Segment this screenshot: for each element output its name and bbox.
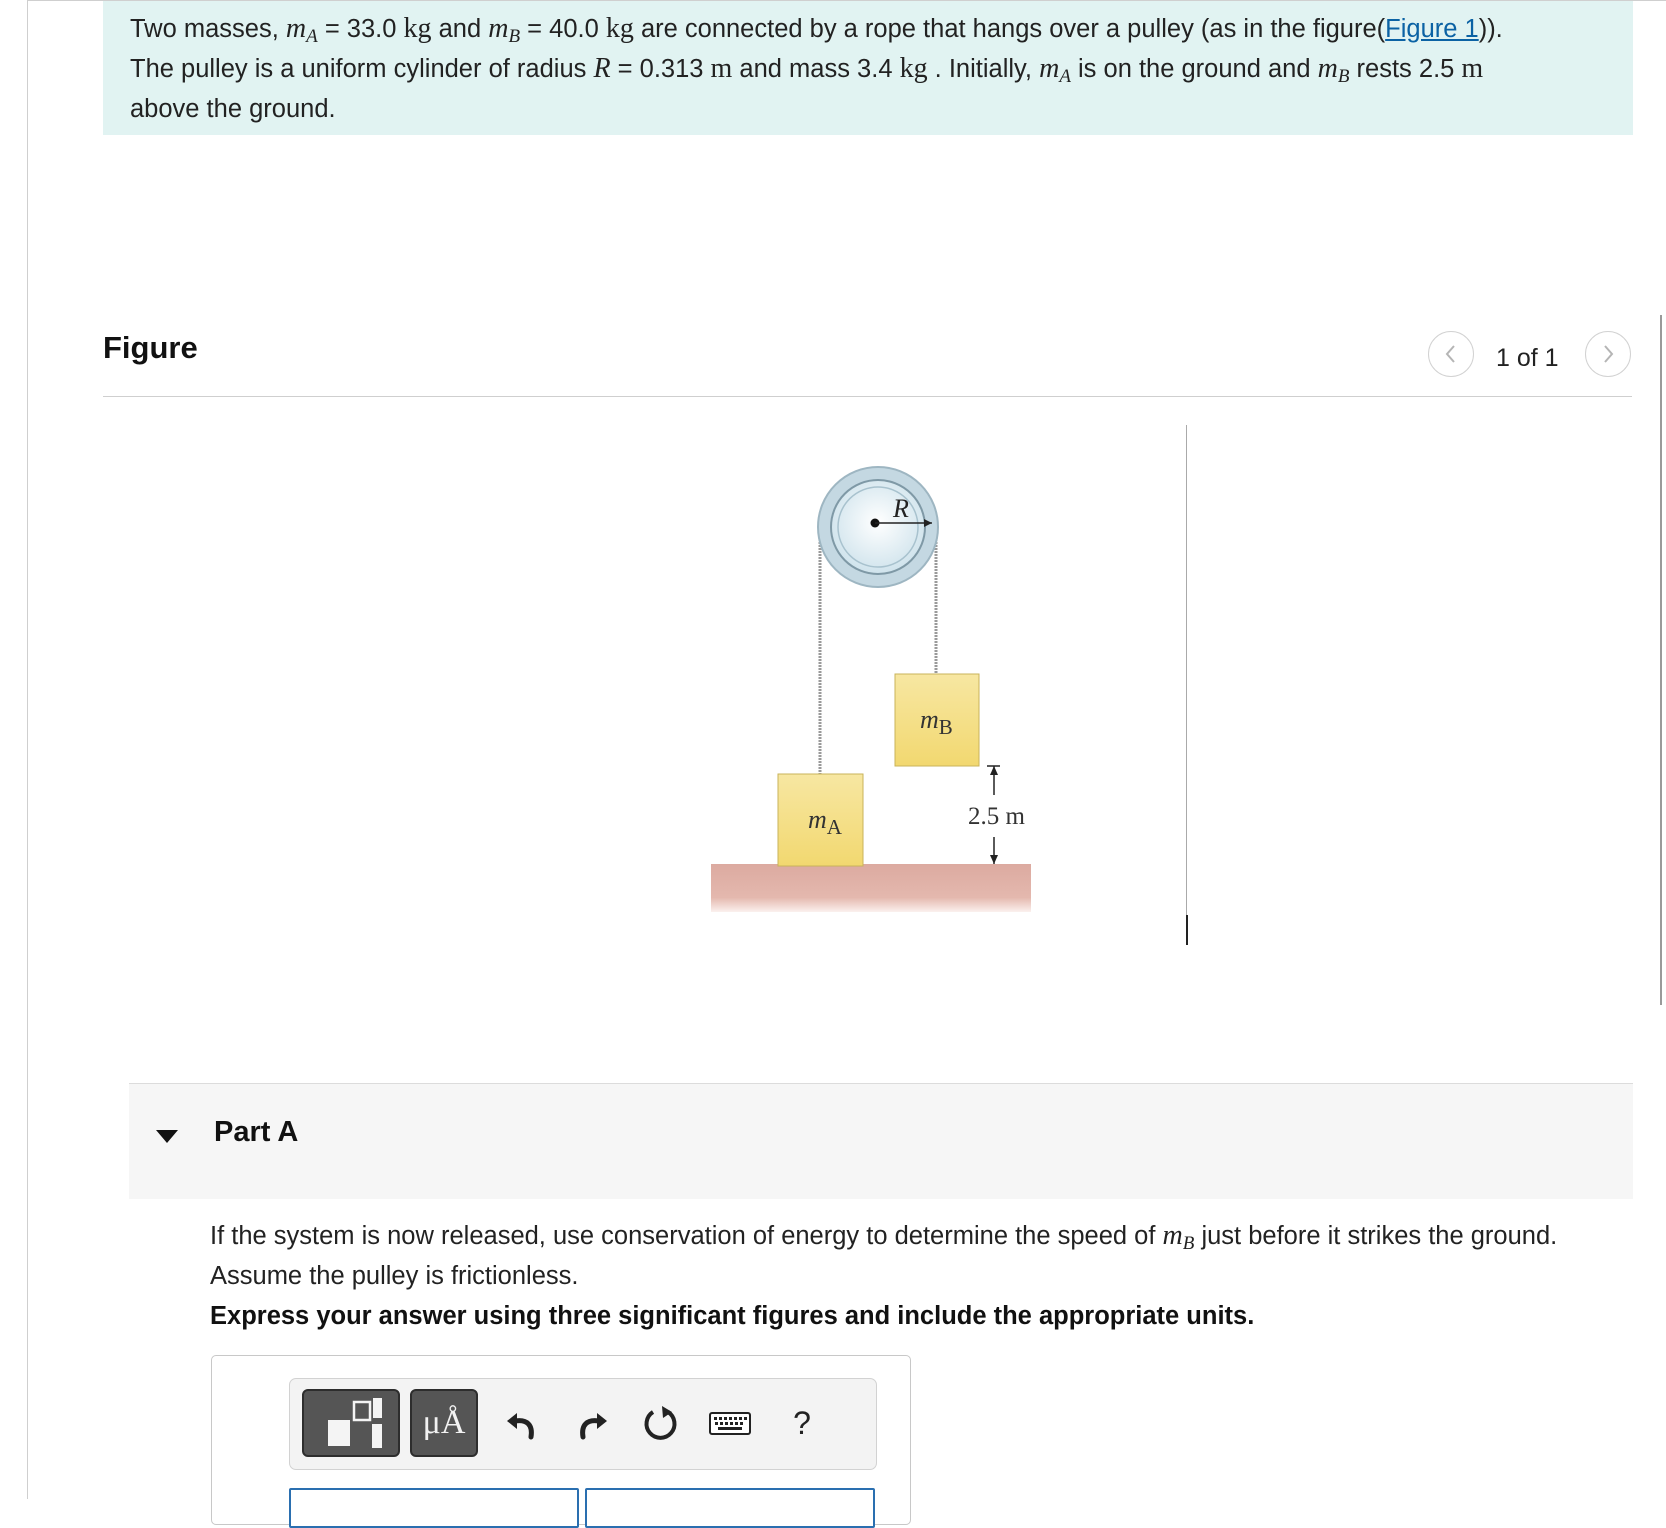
- collapse-caret-icon[interactable]: [156, 1130, 178, 1143]
- mass-b-label: $m_B$: [920, 705, 953, 739]
- answer-value-input[interactable]: [289, 1488, 579, 1528]
- figure-side-mark: [1186, 915, 1188, 945]
- answer-instruction: Express your answer using three significant figures and include the appropriate units.: [210, 1302, 1255, 1330]
- chevron-right-icon: [1599, 343, 1617, 365]
- figure-pager: 1 of 1: [1496, 344, 1559, 372]
- prev-figure-button[interactable]: [1428, 331, 1474, 377]
- scrollbar[interactable]: [1660, 315, 1662, 1005]
- chevron-left-icon: [1442, 343, 1460, 365]
- keyboard-button[interactable]: [705, 1399, 755, 1447]
- templates-icon: [320, 1396, 382, 1450]
- help-button[interactable]: ?: [793, 1404, 811, 1441]
- keyboard-icon: [708, 1409, 752, 1437]
- undo-button[interactable]: [502, 1399, 542, 1447]
- figure-title: Figure: [103, 330, 198, 365]
- undo-icon: [505, 1405, 539, 1441]
- question-text: If the system is now released, use conservation of energy to determine the speed of $m_B$ just before it strikes the ground. Assume the pulley is frictionless.: [210, 1220, 1558, 1290]
- templates-button[interactable]: [302, 1389, 400, 1457]
- radius-label: R: [893, 494, 909, 523]
- pulley-diagram: [700, 455, 1040, 915]
- part-a-title: Part A: [214, 1116, 299, 1148]
- problem-statement: [103, 1, 1633, 135]
- figure-side-divider: [1186, 425, 1187, 943]
- problem-line-2: The pulley is a uniform cylinder of radius R = 0.313 m and mass 3.4 kg . Initially, $m_A$ is on the ground and $m_B$ rests 2.5 m: [130, 53, 1484, 87]
- figure-divider: [103, 396, 1632, 397]
- next-figure-button[interactable]: [1585, 331, 1631, 377]
- part-a-header[interactable]: [129, 1083, 1633, 1199]
- height-label: 2.5 m: [968, 803, 1025, 830]
- page-left-border: [27, 0, 28, 1499]
- problem-line-3: above the ground.: [130, 95, 336, 123]
- figure-1-link[interactable]: Figure 1: [1385, 15, 1479, 43]
- reset-icon: [642, 1403, 680, 1443]
- answer-box: [211, 1355, 911, 1525]
- reset-button[interactable]: [641, 1399, 681, 1447]
- mass-a-label: $m_A$: [808, 805, 842, 839]
- redo-button[interactable]: [572, 1399, 612, 1447]
- math-toolbar: [289, 1378, 877, 1470]
- problem-line-1: Two masses, $m_A = 33.0$ kg and $m_B = 40.0$ kg are connected by a rope that hangs over a pulley (as in the figure(Figure 1)).: [130, 13, 1503, 47]
- answer-units-input[interactable]: [585, 1488, 875, 1528]
- units-button[interactable]: μÅ: [410, 1389, 478, 1457]
- redo-icon: [575, 1405, 609, 1441]
- pulley: [818, 467, 938, 587]
- ground: [711, 864, 1031, 912]
